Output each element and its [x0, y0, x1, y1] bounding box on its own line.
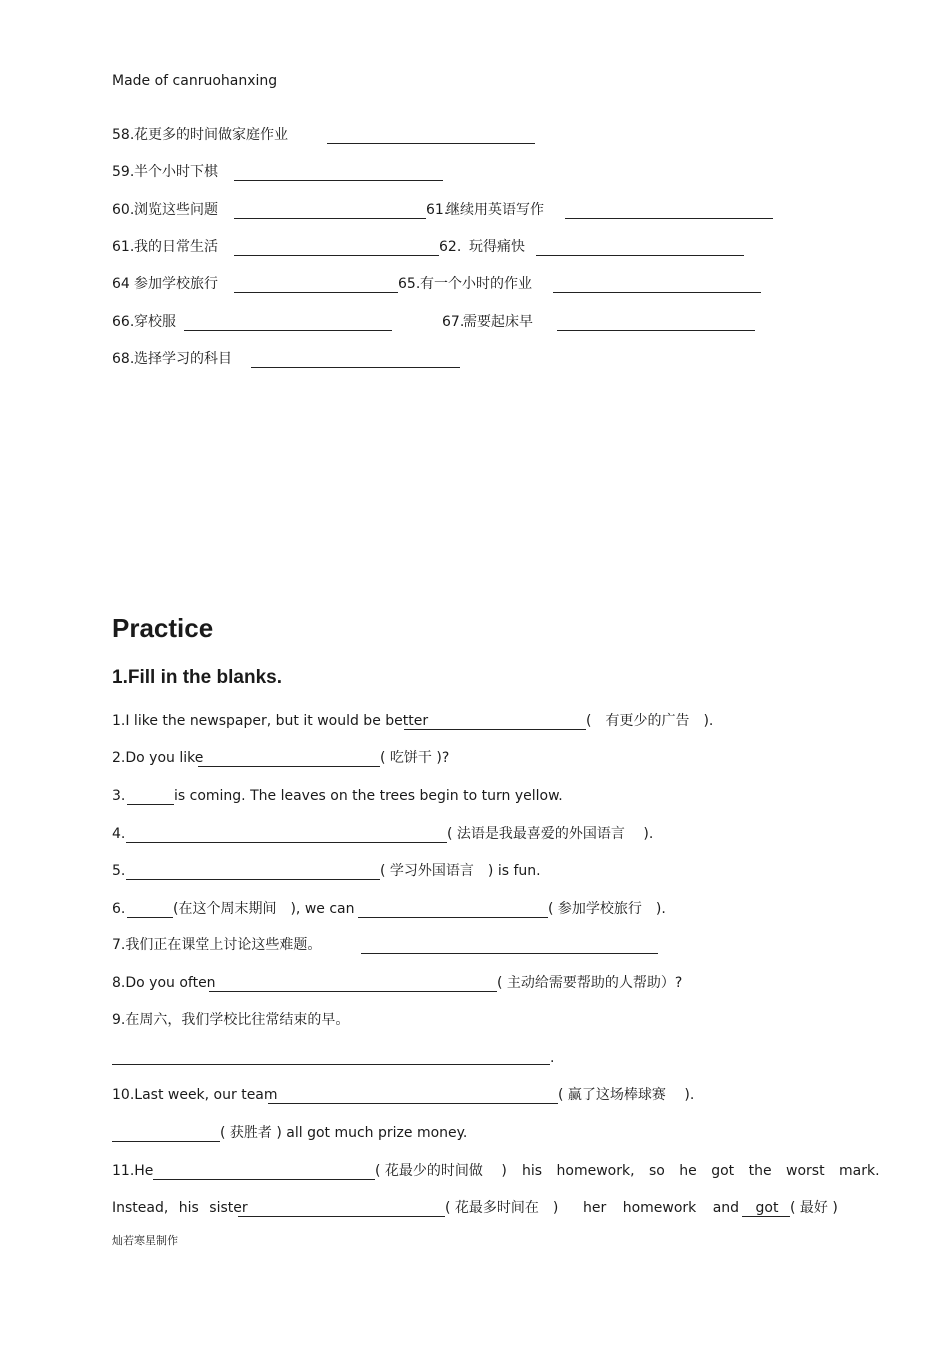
exercise-4-blank[interactable] [126, 842, 447, 843]
exercise-9-text: 9.在周六，我们学校比往常结束的早。 [112, 1012, 350, 1028]
exercise-11b-hint-2: ( 最好 ) [790, 1200, 838, 1216]
phrase-66-num: 66. [112, 314, 135, 330]
phrase-58-blank[interactable] [327, 143, 535, 144]
phrase-61a-num: 61. [426, 202, 449, 218]
phrase-58-num: 58. [112, 127, 135, 143]
phrase-67-text: 需要起床早 [463, 314, 533, 330]
page-header: Made of canruohanxing [112, 73, 278, 89]
exercise-4-num: 4. [112, 826, 126, 842]
phrase-64-text: 参加学校旅行 [134, 276, 218, 292]
exercise-1-hint: ( 有更少的广告 ). [586, 713, 714, 729]
exercise-5-hint: ( 学习外国语言 ) is fun. [380, 863, 541, 879]
exercise-10-blank[interactable] [268, 1103, 558, 1104]
practice-title: Practice [112, 613, 214, 643]
exercise-11-hint: ( 花最少的时间做 ) [375, 1163, 507, 1179]
exercise-6-blank-1[interactable] [127, 917, 173, 918]
exercise-8-text: 8.Do you often [112, 975, 216, 991]
phrase-65-blank[interactable] [553, 292, 761, 293]
exercise-7-blank[interactable] [361, 953, 658, 954]
phrase-59-text: 半个小时下棋 [134, 164, 218, 180]
phrase-61b-text: 我的日常生活 [134, 239, 218, 255]
exercise-8-hint: ( 主动给需要帮助的人帮助）? [497, 975, 683, 991]
phrase-68-num: 68. [112, 351, 135, 367]
exercise-11b-blank-2[interactable] [742, 1216, 790, 1217]
phrase-65-text: 有一个小时的作业 [420, 276, 532, 292]
phrase-65-num: 65. [398, 276, 421, 292]
exercise-3-num: 3. [112, 788, 126, 804]
exercise-2-blank[interactable] [198, 766, 380, 767]
phrase-62-blank[interactable] [536, 255, 744, 256]
phrase-67-num: 67. [442, 314, 465, 330]
phrase-60-blank[interactable] [234, 218, 426, 219]
exercise-9-blank[interactable] [112, 1064, 550, 1065]
phrase-60-num: 60. [112, 202, 135, 218]
exercise-6-blank-2[interactable] [358, 917, 548, 918]
exercise-10b-blank[interactable] [112, 1141, 220, 1142]
phrase-59-num: 59. [112, 164, 135, 180]
exercise-11-text: 11.He [112, 1163, 154, 1179]
phrase-66-text: 穿校服 [134, 314, 176, 330]
exercise-11b-tail: her homework and got [583, 1200, 779, 1216]
exercise-2-text: 2.Do you like [112, 750, 204, 766]
exercise-5-blank[interactable] [126, 879, 380, 880]
phrase-67-blank[interactable] [557, 330, 755, 331]
phrase-68-blank[interactable] [251, 367, 460, 368]
exercise-11b-hint-1: ( 花最多时间在 ) [445, 1200, 559, 1216]
exercise-3-blank[interactable] [127, 804, 174, 805]
exercise-8-blank[interactable] [209, 991, 497, 992]
exercise-11b-text: Instead, his sister [112, 1200, 248, 1216]
phrase-61b-blank[interactable] [234, 255, 439, 256]
phrase-60-text: 浏览这些问题 [134, 202, 218, 218]
exercise-5-num: 5. [112, 863, 126, 879]
exercise-10-text: 10.Last week, our team [112, 1087, 278, 1103]
exercise-11-tail: his homework, so he got the worst mark. [522, 1163, 880, 1179]
exercise-2-hint: ( 吃饼干 )? [380, 750, 450, 766]
exercise-6-num: 6. [112, 901, 126, 917]
phrase-64-blank[interactable] [234, 292, 398, 293]
exercise-10b-text: ( 获胜者 ) all got much prize money. [220, 1125, 468, 1141]
phrase-62-num: 62. [439, 239, 462, 255]
exercise-6-hint-1: (在这个周末期间 ), we can [173, 901, 355, 917]
phrase-62-text: 玩得痛快 [469, 239, 525, 255]
phrase-64-num: 64 [112, 276, 130, 292]
phrase-66-blank[interactable] [184, 330, 392, 331]
exercise-4-hint: ( 法语是我最喜爱的外国语言 ). [447, 826, 654, 842]
exercise-3-text: is coming. The leaves on the trees begin to turn yellow. [174, 788, 563, 804]
phrase-61a-text: 继续用英语写作 [446, 202, 544, 218]
phrase-61a-blank[interactable] [565, 218, 773, 219]
section-heading: 1.Fill in the blanks. [112, 667, 282, 688]
phrase-68-text: 选择学习的科目 [134, 351, 232, 367]
phrase-61b-num: 61. [112, 239, 135, 255]
exercise-1-blank[interactable] [404, 729, 586, 730]
exercise-1-text: 1.I like the newspaper, but it would be better [112, 713, 429, 729]
page-footer: 灿若寒星制作 [112, 1234, 178, 1247]
exercise-9-end: . [550, 1050, 555, 1066]
phrase-58-text: 花更多的时间做家庭作业 [134, 127, 288, 143]
exercise-11-blank[interactable] [153, 1179, 375, 1180]
exercise-7-text: 7.我们正在课堂上讨论这些难题。 [112, 937, 322, 953]
phrase-59-blank[interactable] [234, 180, 443, 181]
exercise-10-hint: ( 赢了这场棒球赛 ). [558, 1087, 695, 1103]
exercise-6-hint-2: ( 参加学校旅行 ). [548, 901, 666, 917]
exercise-11b-blank-1[interactable] [238, 1216, 445, 1217]
